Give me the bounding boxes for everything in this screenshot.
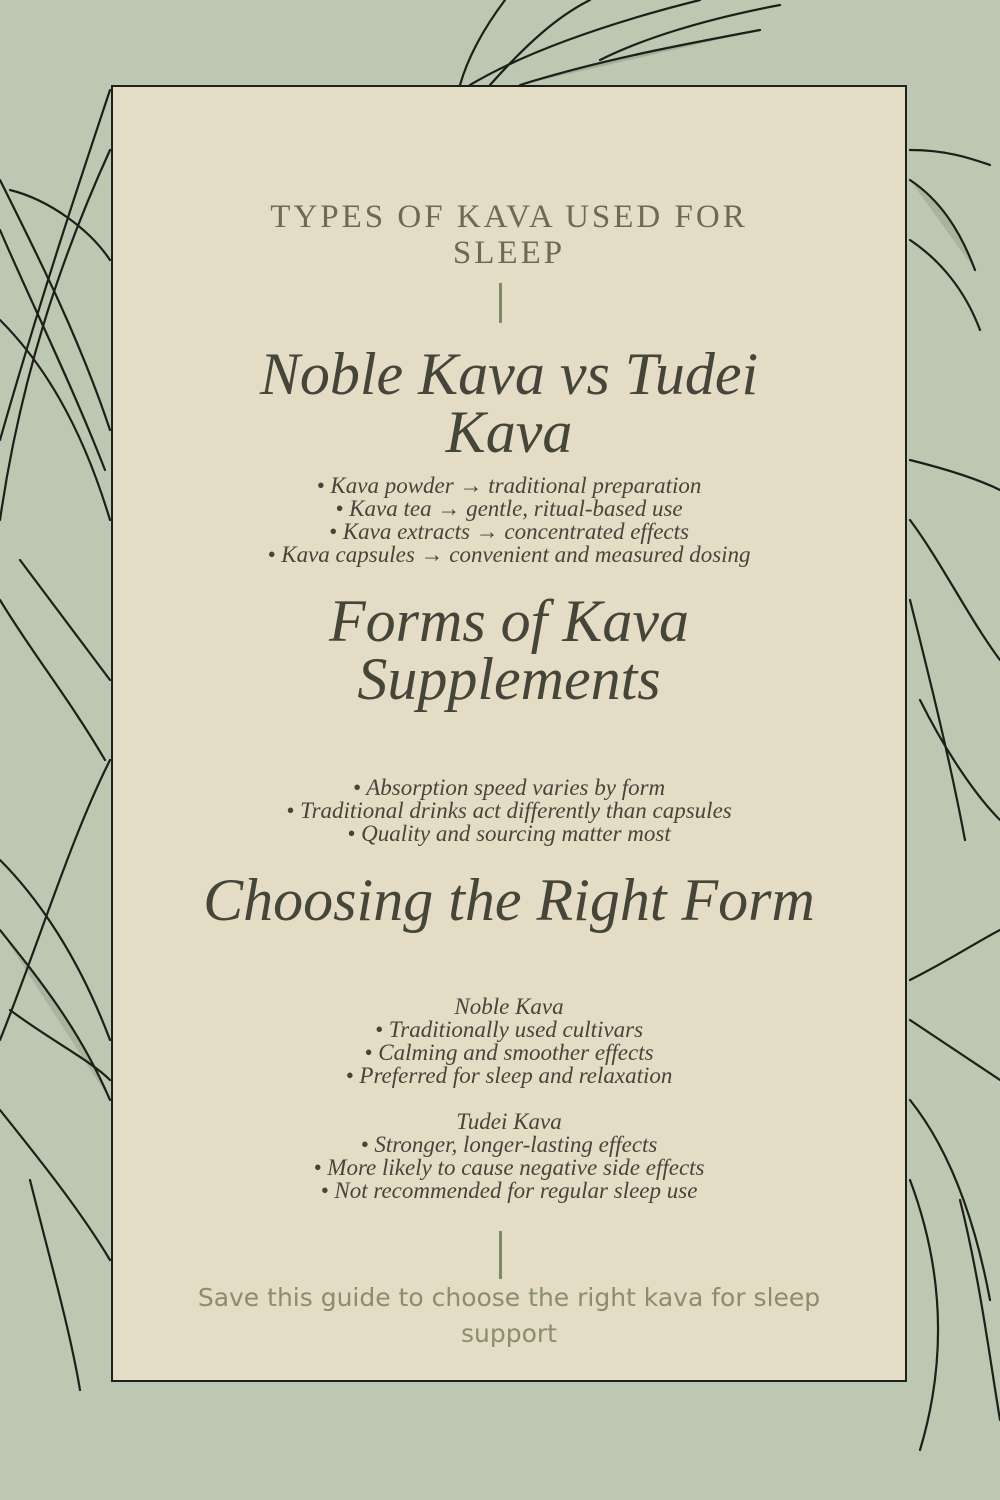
- list-item: • More likely to cause negative side effects: [313, 1155, 705, 1180]
- list-item: • Kava powder → traditional preparation: [316, 473, 702, 498]
- section-heading-choosing: Choosing the Right Form: [203, 867, 815, 933]
- section-heading-noble-vs-tudei: Noble Kava vs Tudei Kava: [259, 341, 759, 465]
- content-card: [111, 85, 907, 1382]
- tudei-kava-list: [153, 1110, 865, 1202]
- section-list-forms: [153, 474, 865, 566]
- list-item: • Calming and smoother effects: [364, 1040, 654, 1065]
- kicker-title: TYPES OF KAVA USED FOR SLEEP: [270, 199, 748, 271]
- list-item: • Preferred for sleep and relaxation: [345, 1063, 673, 1088]
- list-item: • Quality and sourcing matter most: [347, 821, 671, 846]
- list-item: • Absorption speed varies by form: [352, 775, 666, 800]
- group-title: Noble Kava: [454, 994, 564, 1019]
- list-item: • Traditionally used cultivars: [374, 1017, 644, 1042]
- leaf-branch-icon: [910, 930, 1000, 980]
- list-item: • Stronger, longer-lasting effects: [360, 1132, 658, 1157]
- list-item: • Kava extracts → concentrated effects: [329, 519, 689, 544]
- section-heading-forms: Forms of Kava Supplements: [329, 588, 689, 712]
- list-item: • Traditional drinks act differently than capsules: [286, 798, 732, 823]
- divider-line: [499, 1231, 502, 1279]
- list-item: • Not recommended for regular sleep use: [320, 1178, 698, 1203]
- group-title: Tudei Kava: [456, 1109, 562, 1134]
- leaf-branch-icon: [910, 150, 990, 165]
- leaf-branch-icon: [470, 0, 700, 85]
- divider-line: [499, 283, 502, 323]
- list-item: • Kava capsules → convenient and measured dosing: [267, 542, 751, 567]
- section-list-absorption: [153, 776, 865, 845]
- noble-kava-list: [153, 995, 865, 1087]
- call-to-action-text: Save this guide to choose the right kava for sleep support: [197, 1283, 821, 1348]
- list-item: • Kava tea → gentle, ritual-based use: [335, 496, 683, 521]
